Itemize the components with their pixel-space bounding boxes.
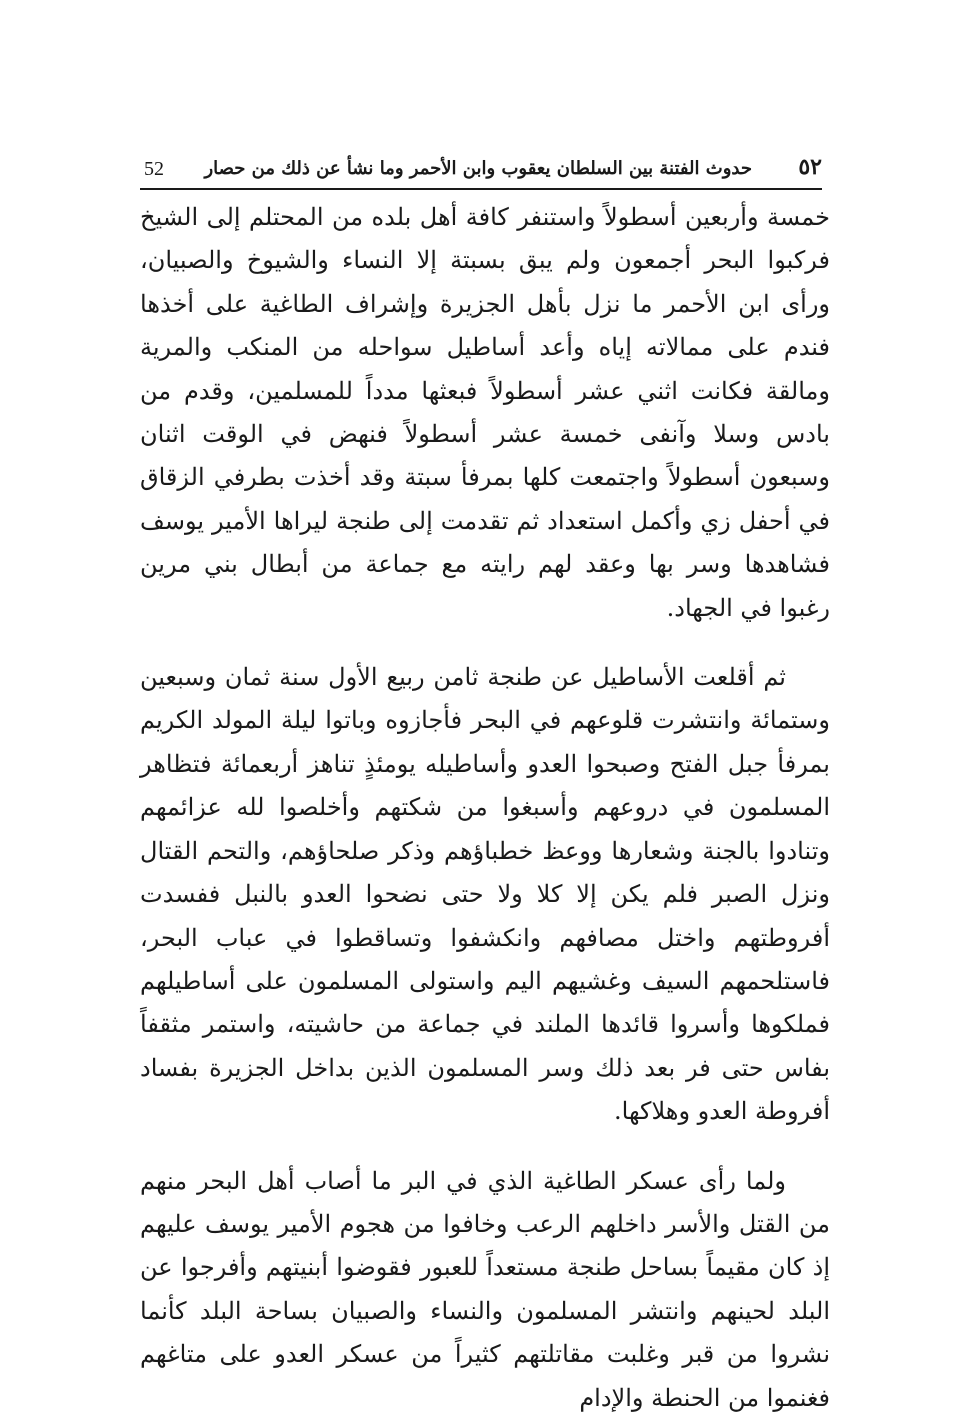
- running-title: حدوث الفتنة بين السلطان يعقوب وابن الأحمر وما نشأ عن ذلك من حصار: [204, 158, 752, 179]
- page-number-arabic: ٥٢: [798, 154, 822, 180]
- paragraph-3: ولما رأى عسكر الطاغية الذي في البر ما أصاب أهل البحر منهم من القتل والأسر داخلهم الرعب وخافوا من هجوم الأمير يوسف عليهم إذ كان مقيماً بساحل طنجة مستعداً للعبور فقوضوا أبنيتهم وأفرجوا عن البلد لحينهم وانتشر المسلمون والنساء والصبيان بساحة البلد كأنما نشروا من قبر وغلبت مقاتلتهم كثيراً من عسكر العدو على متاغهم فغنموا من الحنطة والإدام: [140, 1166, 830, 1412]
- page-body: [140, 196, 830, 1420]
- paragraph-2: ثم أقلعت الأساطيل عن طنجة ثامن ربيع الأول سنة ثمان وسبعين وستمائة وانتشرت قلوعهم في البحر فأجازوه وباتوا ليلة المولد الكريم بمرفأ جبل الفتح وصبحوا العدو وأساطيله يومئذٍ تناهز أربعمائة فتظاهر المسلمون في دروعهم وأسبغوا من شكتهم وأخلصوا لله عزائمهم وتنادوا بالجنة وشعارها ووعظ خطباؤهم وذكر صلحاؤهم، والتحم القتال ونزل الصبر فلم يكن إلا كلا ولا حتى نضحوا العدو بالنبل ففسدت أفروطتهم واختل مصافهم وانكشفوا وتساقطوا في عباب البحر، فاستلحمهم السيف وغشيهم اليم واستولى المسلمون على أساطيلهم فملكوها وأسروا قائدها الملند في جماعة من حاشيته، واستمر مثقفاً بفاس حتى فر بعد ذلك وسر المسلمون الذين بداخل الجزيرة بفساد أفروطة العدو وهلاكها.: [140, 663, 830, 1126]
- paragraph-1: خمسة وأربعين أسطولاً واستنفر كافة أهل بلده من المحتلم إلى الشيخ فركبوا البحر أجمعون ولم يبق بسبتة إلا النساء والشيوخ والصبيان، ورأى ابن الأحمر ما نزل بأهل الجزيرة وإشراف الطاغية على أخذها فندم على ممالاته إياه وأعد أساطيل سواحله من المنكب والمرية ومالقة فكانت اثني عشر أسطولاً فبعثها مدداً للمسلمين، وقدم من بادس وسلا وآنفى خمسة عشر أسطولاً فنهض في الوقت اثنان وسبعون أسطولاً واجتمعت كلها بمرفأ سبتة وقد أخذت بطرفي الزقاق في أحفل زي وأكمل استعداد ثم تقدمت إلى طنجة ليراها الأمير يوسف فشاهدها وسر بها وعقد لهم رايته مع جماعة من أبطال بني مرين رغبوا في الجهاد.: [140, 203, 830, 622]
- running-header: [140, 150, 822, 190]
- page-number-latin: 52: [144, 158, 164, 180]
